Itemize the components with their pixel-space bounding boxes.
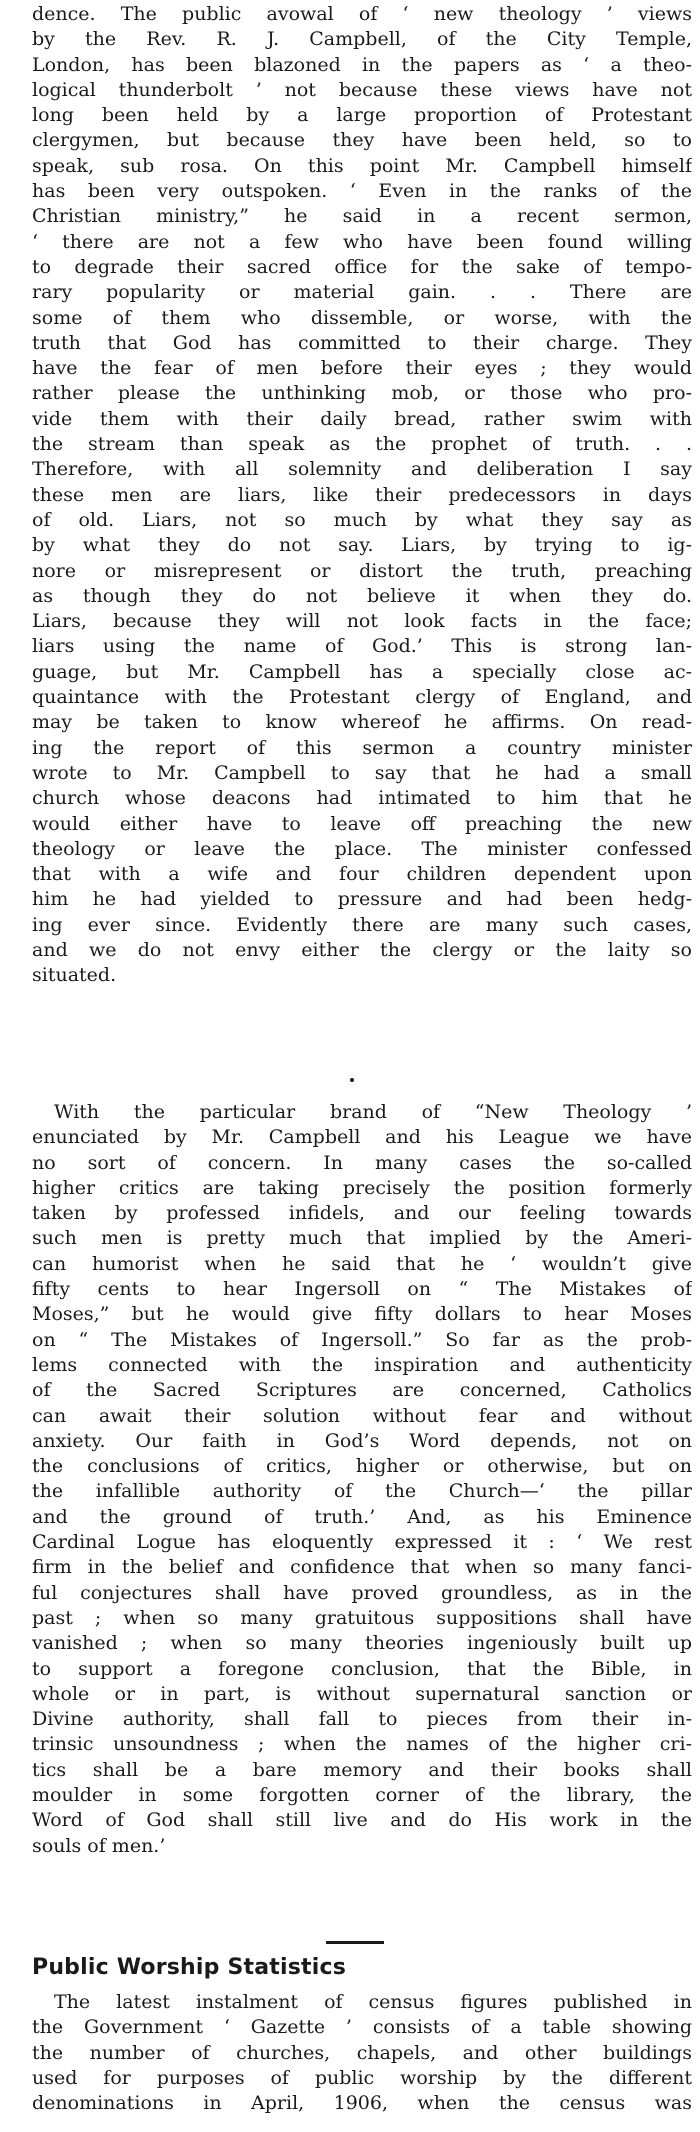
text-line: Moses,” but he would give fifty dollars to hear Moses	[32, 1303, 692, 1326]
text-line: rather please the unthinking mob, or those who pro-	[32, 382, 692, 405]
text-line: by what they do not say. Liars, by trying to ig-	[32, 534, 692, 557]
text-line: theology or leave the place. The minister confessed	[32, 837, 692, 860]
text-line: to support a foregone conclusion, that the Bible, in	[32, 1657, 692, 1680]
text-line: as though they do not believe it when they do.	[32, 584, 692, 607]
text-line: some of them who dissemble, or worse, with the	[32, 306, 692, 329]
text-line: and we do not envy either the clergy or the laity so	[32, 938, 692, 961]
text-line: to degrade their sacred office for the sake of tempo-	[32, 255, 692, 278]
paragraph-higher-critics	[32, 1100, 692, 1859]
text-line: the conclusions of critics, higher or otherwise, but on	[32, 1455, 692, 1478]
text-line: by the Rev. R. J. Campbell, of the City Temple,	[32, 28, 692, 51]
section-separator-dot	[350, 1078, 354, 1082]
paragraph-new-theology	[32, 2, 692, 989]
text-line: anxiety. Our faith in God’s Word depends, not on	[32, 1429, 692, 1452]
text-line: quaintance with the Protestant clergy of England, and	[32, 686, 692, 709]
section-heading: Public Worship Statistics	[32, 1955, 347, 1980]
text-line: and the ground of truth.’ And, as his Eminence	[32, 1505, 692, 1528]
text-line: has been very outspoken. ‘ Even in the ranks of the	[32, 180, 692, 203]
text-line: fifty cents to hear Ingersoll on “ The Mistakes of	[32, 1278, 692, 1301]
text-line: denominations in April, 1906, when the census was	[32, 2092, 692, 2115]
text-line: firm in the belief and confidence that when so many fanci-	[32, 1556, 692, 1579]
text-line: With the particular brand of “New Theology ’	[54, 1101, 692, 1123]
text-line: speak, sub rosa. On this point Mr. Campbell himself	[32, 154, 692, 177]
text-line: Christian ministry,” he said in a recent sermon,	[32, 205, 692, 228]
text-line: taken by professed infidels, and our feeling towards	[32, 1202, 692, 1225]
text-line: used for purposes of public worship by the different	[32, 2066, 692, 2089]
text-line: have the fear of men before their eyes ; they would	[32, 357, 692, 380]
text-line: Word of God shall still live and do His work in the	[32, 1809, 692, 1832]
text-line: such men is pretty much that implied by the Ameri-	[32, 1227, 692, 1250]
text-line: of the Sacred Scriptures are concerned, Catholics	[32, 1379, 692, 1402]
text-line: the Government ‘ Gazette ’ consists of a table showing	[32, 2016, 692, 2039]
text-line: wrote to Mr. Campbell to say that he had a small	[32, 761, 692, 784]
text-line: of old. Liars, not so much by what they say as	[32, 508, 692, 531]
text-line: whole or in part, is without supernatural sanction or	[32, 1682, 692, 1705]
text-line: enunciated by Mr. Campbell and his League we have	[32, 1126, 692, 1149]
text-line: lems connected with the inspiration and authenticity	[32, 1353, 692, 1376]
text-line: tics shall be a bare memory and their books shall	[32, 1758, 692, 1781]
text-line: these men are liars, like their predecessors in days	[32, 483, 692, 506]
text-line: can humorist when he said that he ‘ wouldn’t give	[32, 1252, 692, 1275]
text-line: church whose deacons had intimated to him that he	[32, 787, 692, 810]
text-line: trinsic unsoundness ; when the names of the higher cri-	[32, 1733, 692, 1756]
text-line: The latest instalment of census figures published in	[54, 1991, 692, 2013]
text-line: Liars, because they will not look facts in the face;	[32, 610, 692, 633]
text-line: ing ever since. Evidently there are many such cases,	[32, 913, 692, 936]
text-line: London, has been blazoned in the papers as ‘ a theo-	[32, 53, 692, 76]
text-line: Divine authority, shall fall to pieces from their in-	[32, 1708, 692, 1731]
text-line: no sort of concern. In many cases the so-called	[32, 1151, 692, 1174]
text-line: vide them with their daily bread, rather swim with	[32, 407, 692, 430]
text-line: rary popularity or material gain. . . There are	[32, 281, 692, 304]
text-line: truth that God has committed to their charge. They	[32, 331, 692, 354]
text-line: the infallible authority of the Church—‘ the pillar	[32, 1480, 692, 1503]
text-line: liars using the name of God.’ This is strong lan-	[32, 635, 692, 658]
text-line: Therefore, with all solemnity and deliberation I say	[32, 458, 692, 481]
text-line: ful conjectures shall have proved groundless, as in the	[32, 1581, 692, 1604]
text-line: the stream than speak as the prophet of truth. . .	[32, 433, 692, 456]
text-line: Cardinal Logue has eloquently expressed it : ‘ We rest	[32, 1531, 692, 1554]
text-line: would either have to leave off preaching the new	[32, 812, 692, 835]
text-line: guage, but Mr. Campbell has a specially close ac-	[32, 660, 692, 683]
text-line: moulder in some forgotten corner of the library, the	[32, 1784, 692, 1807]
text-line: nore or misrepresent or distort the truth, preaching	[32, 559, 692, 582]
section-divider-rule	[326, 1941, 384, 1944]
text-line: may be taken to know whereof he affirms. On read-	[32, 711, 692, 734]
text-line: him he had yielded to pressure and had been hedg-	[32, 888, 692, 911]
text-line: ‘ there are not a few who have been found willing	[32, 230, 692, 253]
text-line: dence. The public avowal of ‘ new theology ’ views	[32, 3, 692, 25]
text-line: vanished ; when so many theories ingeniously built up	[32, 1632, 692, 1655]
text-line: logical thunderbolt ’ not because these views have not	[32, 78, 692, 101]
text-line: the number of churches, chapels, and other buildings	[32, 2041, 692, 2064]
text-line: that with a wife and four children dependent upon	[32, 863, 692, 886]
text-line: long been held by a large proportion of Protestant	[32, 104, 692, 127]
text-line: ing the report of this sermon a country minister	[32, 736, 692, 759]
text-line: past ; when so many gratuitous suppositions shall have	[32, 1606, 692, 1629]
text-line: souls of men.’	[32, 1834, 166, 1857]
text-line: situated.	[32, 964, 117, 987]
text-line: higher critics are taking precisely the position formerly	[32, 1176, 692, 1199]
paragraph-census	[32, 1990, 692, 2116]
text-line: clergymen, but because they have been held, so to	[32, 129, 692, 152]
text-line: on “ The Mistakes of Ingersoll.” So far as the prob-	[32, 1328, 692, 1351]
text-line: can await their solution without fear and without	[32, 1404, 692, 1427]
